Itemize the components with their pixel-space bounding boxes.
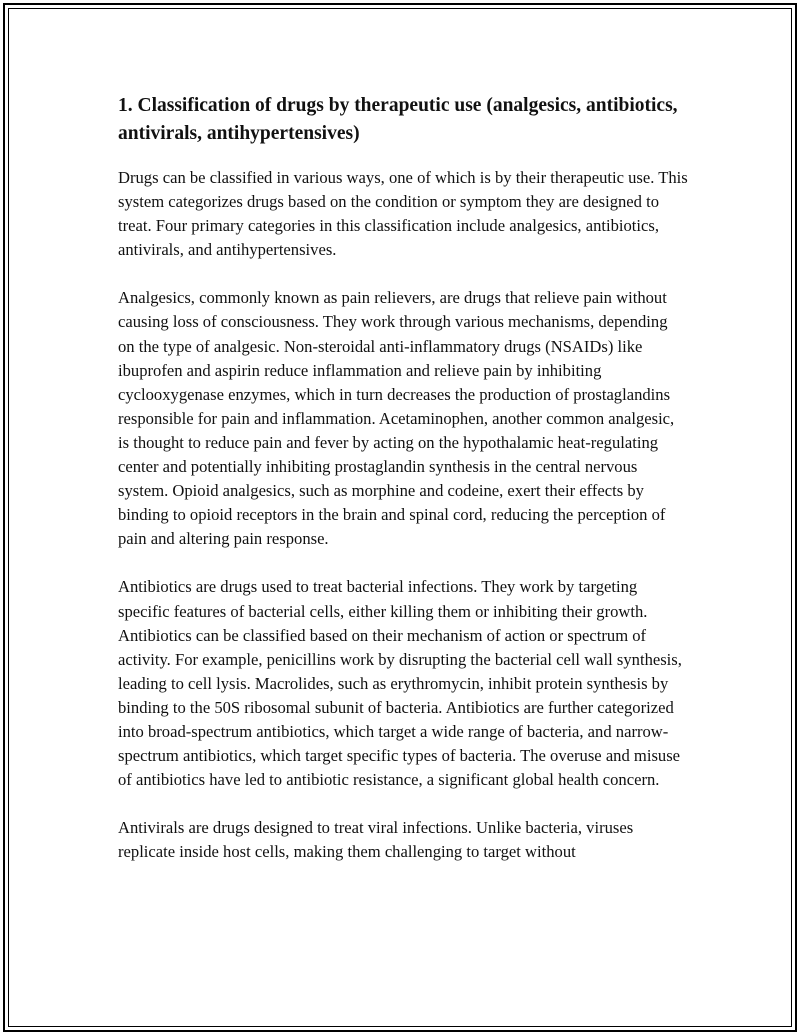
paragraph-analgesics: Analgesics, commonly known as pain relievers, are drugs that relieve pain without causing loss of consciousness. They work through various mechanisms, depending on the type of analgesic. Non-steroidal anti-inflammatory drugs (NSAIDs) like ibuprofen and aspirin reduce inflammation and relieve pain by inhibiting cyclooxygenase enzymes, which in turn decreases the production of prostaglandins responsible for pain and inflammation. Acetaminophen, another common analgesic, is thought to reduce pain and fever by acting on the hypothalamic heat-regulating center and potentially inhibiting prostaglandin synthesis in the central nervous system. Opioid analgesics, such as morphine and codeine, exert their effects by binding to opioid receptors in the brain and spinal cord, reducing the perception of pain and altering pain response. bbox=[118, 288, 675, 549]
paragraph-antibiotics: Antibiotics are drugs used to treat bacterial infections. They work by targeting specific features of bacterial cells, either killing them or inhibiting their growth. Antibiotics can be classified based on their mechanism of action or spectrum of activity. For example, penicillins work by disrupting the bacterial cell wall synthesis, leading to cell lysis. Macrolides, such as erythromycin, inhibit protein synthesis by binding to the 50S ribosomal subunit of bacteria. Antibiotics are further categorized into broad-spectrum antibiotics, which target a wide range of bacteria, and narrow-spectrum antibiotics, which target specific types of bacteria. The overuse and misuse of antibiotics have led to antibiotic resistance, a significant global health concern. bbox=[118, 577, 682, 790]
document-body bbox=[118, 92, 688, 888]
section-heading: 1. Classification of drugs by therapeutic use (analgesics, antibiotics, antivirals, antihypertensives) bbox=[118, 95, 678, 144]
paragraph-intro: Drugs can be classified in various ways, one of which is by their therapeutic use. This system categorizes drugs based on the condition or symptom they are designed to treat. Four primary categories in this classification include analgesics, antibiotics, antivirals, and antihypertensives. bbox=[118, 168, 688, 260]
paragraph-antivirals: Antivirals are drugs designed to treat viral infections. Unlike bacteria, viruses replicate inside host cells, making them challenging to target without bbox=[118, 818, 634, 862]
